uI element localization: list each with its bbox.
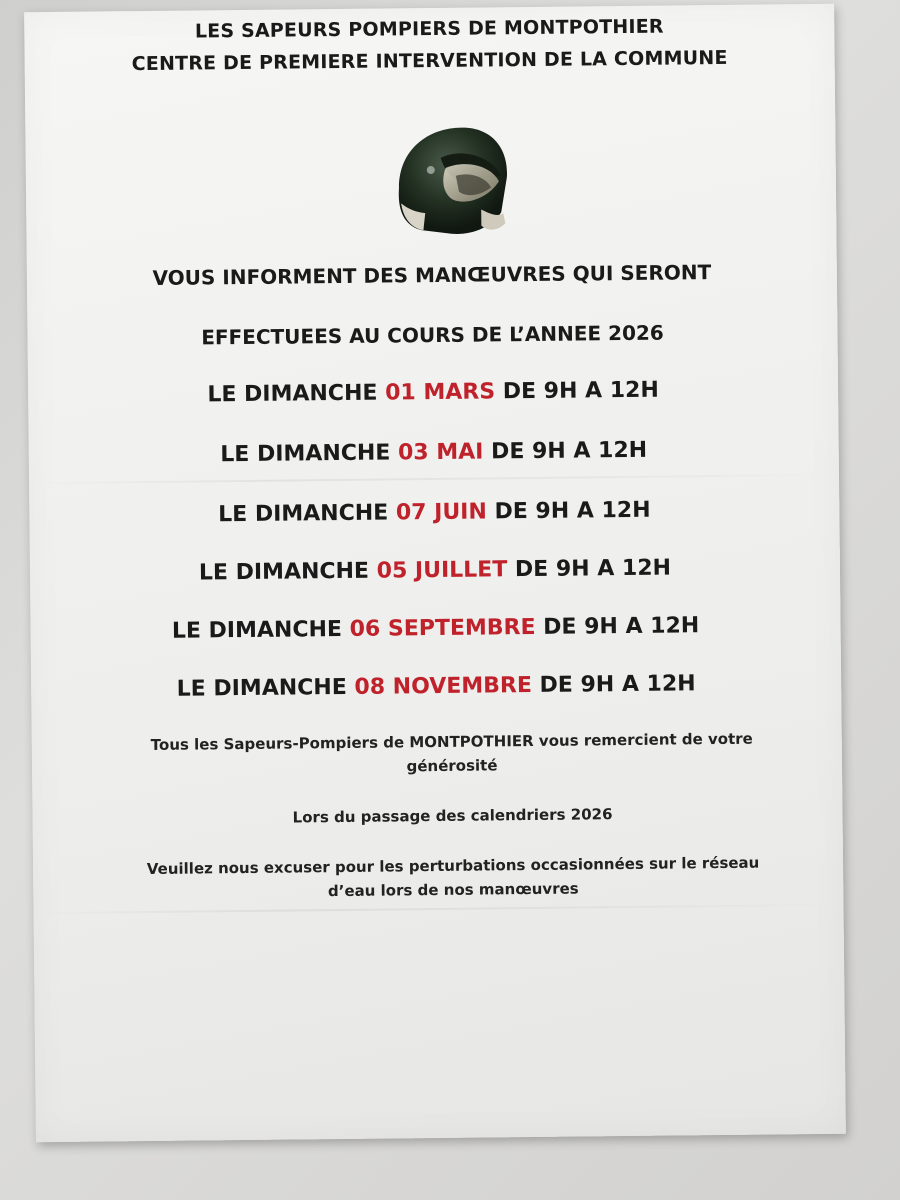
thanks-text [132,726,772,781]
schedule-day: LE DIMANCHE [218,500,389,528]
header-title: LES SAPEURS POMPIERS DE MONTPOTHIER [194,15,664,43]
schedule-time: DE 9H A 12H [543,613,700,640]
apology-line-2: d’eau lors de nos manœuvres [327,879,579,901]
schedule-date: 08 NOVEMBRE [354,672,533,700]
schedule-day: LE DIMANCHE [220,440,391,468]
schedule-time: DE 9H A 12H [514,555,672,583]
fire-helmet-icon [380,117,516,243]
thanks-line-2: générosité [406,756,498,776]
schedule-time: DE 9H A 12H [502,377,659,405]
schedule-day: LE DIMANCHE [171,616,343,644]
schedule-date: 03 MAI [397,439,484,466]
apology-line-1: Veuillez nous excuser pour les perturbations occasionnées sur le réseau [146,853,760,879]
schedule-item [30,612,840,645]
schedule-day: LE DIMANCHE [176,674,347,702]
schedule-item [29,496,839,529]
apology-text [123,850,783,905]
schedule-time: DE 9H A 12H [539,671,696,698]
calendars-text: Lors du passage des calendriers 2026 [292,805,613,827]
schedule-item [28,376,838,409]
intro-line-1: VOUS INFORMENT DES MANŒUVRES QUI SERONT [152,260,712,290]
thanks-line-1: Tous les Sapeurs-Pompiers de MONTPOTHIER vous remercient de votre [150,729,753,754]
schedule-item [29,436,839,469]
header-subtitle: CENTRE DE PREMIERE INTERVENTION DE LA COMMUNE [131,46,728,76]
schedule-date: 01 MARS [384,379,496,406]
schedule-date: 06 SEPTEMBRE [349,614,536,642]
schedule-date: 07 JUIN [395,499,487,526]
schedule-item [30,554,840,587]
schedule-time: DE 9H A 12H [490,437,648,465]
schedule-date: 05 JUILLET [376,557,508,584]
notice-content [24,4,846,1142]
schedule-time: DE 9H A 12H [494,497,651,525]
schedule-day: LE DIMANCHE [207,380,378,408]
paper-sheet [24,4,846,1142]
schedule-day: LE DIMANCHE [198,558,370,586]
schedule-item [31,670,841,703]
intro-line-2: EFFECTUEES AU COURS DE L’ANNEE 2026 [201,320,664,350]
